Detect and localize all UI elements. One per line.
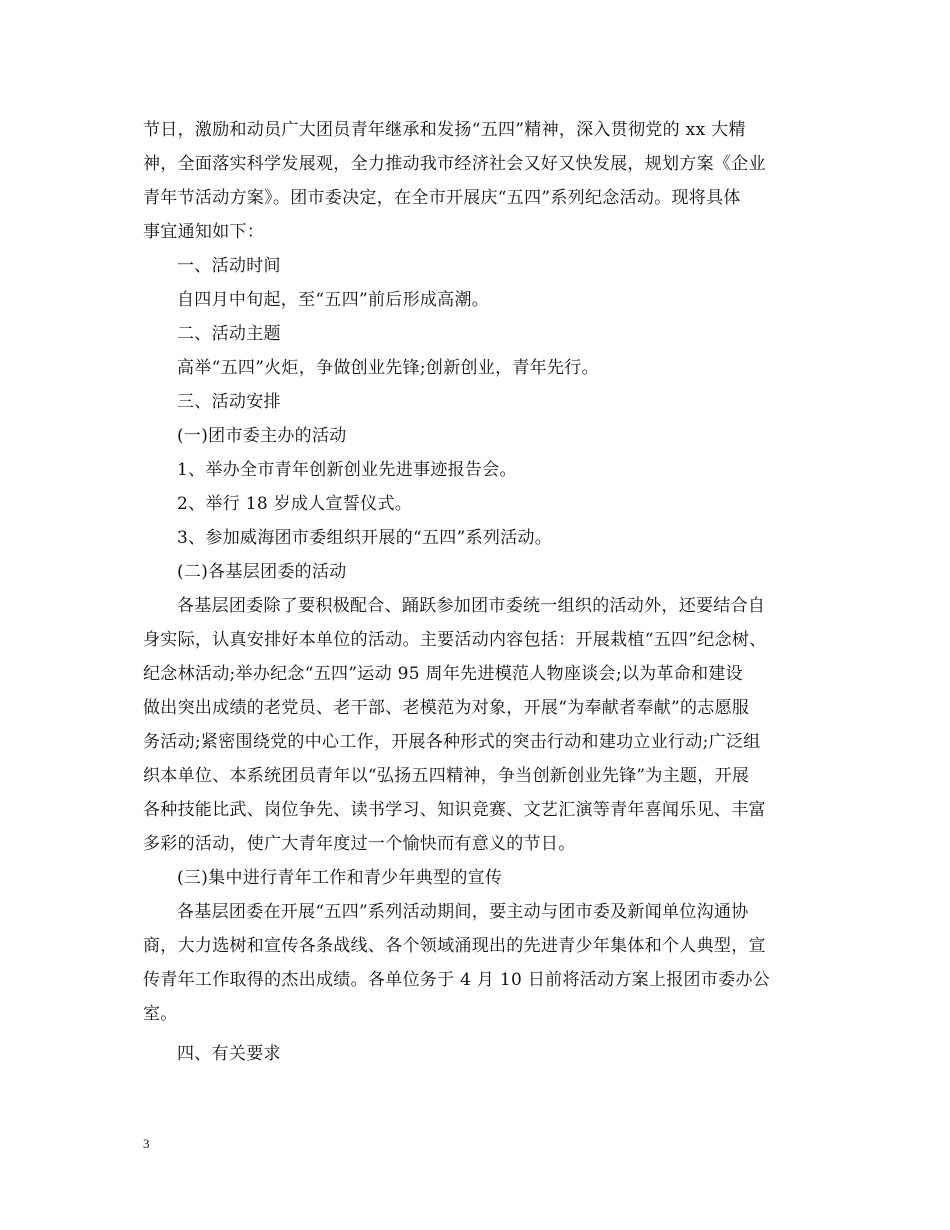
text-line: 传青年工作取得的杰出成绩。各单位务于 4 月 10 日前将活动方案上报团市委办公 (143, 970, 771, 990)
text-line: 各基层团委在开展“五四”系列活动期间，要主动与团市委及新闻单位沟通协 (177, 902, 749, 922)
text-line: 事宜通知如下： (143, 222, 265, 242)
text-line: (二)各基层团委的活动 (177, 562, 347, 582)
text-line: 节日，激励和动员广大团员青年继承和发扬“五四”精神，深入贯彻党的 xx 大精 (143, 120, 746, 140)
text-line: 三、活动安排 (177, 392, 281, 412)
text-line: 1、举办全市青年创新创业先进事迹报告会。 (177, 460, 517, 480)
page-number: 3 (143, 1136, 150, 1151)
text-line: 神，全面落实科学发展观，全力推动我市经济社会又好又快发展，规划方案《企业 (143, 154, 766, 174)
text-line: 多彩的活动，使广大青年度过一个愉快而有意义的节日。 (143, 834, 576, 854)
text-line: 一、活动时间 (177, 256, 281, 276)
text-line: (三)集中进行青年工作和青少年典型的宣传 (177, 868, 503, 888)
text-line: (一)团市委主办的活动 (177, 426, 347, 446)
text-line: 青年节活动方案》。团市委决定，在全市开展庆“五四”系列纪念活动。现将具体 (143, 188, 741, 208)
text-line: 自四月中旬起，至“五四”前后形成高潮。 (177, 290, 490, 310)
text-line: 商，大力选树和宣传各条战线、各个领域涌现出的先进青少年集体和个人典型，宣 (143, 936, 766, 956)
text-line: 务活动;紧密围绕党的中心工作，开展各种形式的突击行动和建功立业行动;广泛组 (143, 732, 761, 752)
text-line: 二、活动主题 (177, 324, 281, 344)
text-line: 身实际，认真安排好本单位的活动。主要活动内容包括：开展栽植“五四”纪念树、 (143, 630, 767, 650)
document-body (143, 113, 815, 1071)
text-line: 各基层团委除了要积极配合、踊跃参加团市委统一组织的活动外，还要结合自 (177, 596, 766, 616)
text-line: 做出突出成绩的老党员、老干部、老模范为对象，开展“为奉献者奉献”的志愿服 (143, 698, 750, 718)
text-line: 纪念林活动;举办纪念“五四”运动 95 周年先进模范人物座谈会;以为革命和建设 (143, 664, 743, 684)
text-line: 高举“五四”火炬，争做创业先锋;创新创业，青年先行。 (177, 358, 599, 378)
text-line: 各种技能比武、岗位争先、读书学习、知识竞赛、文艺汇演等青年喜闻乐见、丰富 (143, 800, 766, 820)
text-line: 室。 (143, 1004, 178, 1024)
text-line: 3、参加威海团市委组织开展的“五四”系列活动。 (177, 528, 553, 548)
text-line: 织本单位、本系统团员青年以“弘扬五四精神，争当创新创业先锋”为主题，开展 (143, 766, 750, 786)
text-line: 四、有关要求 (177, 1044, 281, 1064)
text-line: 2、举行 18 岁成人宣誓仪式。 (177, 494, 413, 514)
